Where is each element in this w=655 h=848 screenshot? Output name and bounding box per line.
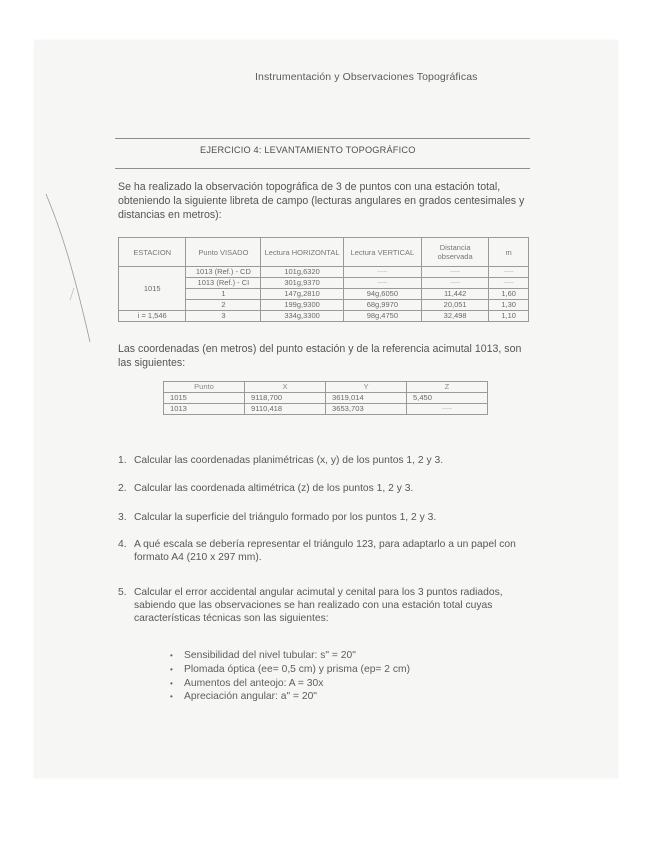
column-header: Lectura VERTICAL (343, 238, 421, 267)
question-text: Calcular las coordenada altimétrica (z) de los puntos 1, 2 y 3. (134, 483, 414, 494)
table-cell: 1,60 (489, 289, 529, 300)
table-cell: 11,442 (421, 289, 488, 300)
question-text: Calcular el error accidental angular acimutal y cenital para los 3 puntos radiados, sabiendo que las observaciones se han realizado con una estación total cuyas características técnicas son las siguientes: (134, 587, 503, 624)
column-header: m (489, 238, 529, 267)
table-cell: ----- (489, 278, 529, 289)
page-header: Instrumentación y Observaciones Topográficas (255, 71, 478, 83)
question-number: 2. (118, 483, 127, 494)
table-cell: 9110,418 (245, 404, 326, 415)
table-header-row (164, 382, 488, 393)
table-cell: 98g,4750 (343, 311, 421, 322)
instrument-height-cell: i = 1,546 (119, 311, 186, 322)
table-cell: 1,30 (489, 300, 529, 311)
coordinates-paragraph: Las coordenadas (en metros) del punto estación y de la referencia acimutal 1013, son las siguientes: (118, 343, 522, 369)
bullet-dot-icon: • (170, 665, 173, 674)
table-cell: ----- (407, 404, 488, 415)
intro-paragraph: Se ha realizado la observación topográfica de 3 de puntos con una estación total, obteniendo la siguiente libreta de campo (lecturas angulares en grados centesimales y distancias en metros): (118, 181, 525, 221)
table-cell: 199g,9300 (261, 300, 343, 311)
station-cell: 1015 (119, 267, 186, 311)
table-header-row (119, 238, 529, 267)
table-cell: ----- (343, 278, 421, 289)
question-number: 3. (118, 512, 127, 523)
table-cell: 2 (186, 300, 261, 311)
question-text: Calcular la superficie del triángulo formado por los puntos 1, 2 y 3. (134, 512, 437, 523)
table-cell: 3 (186, 311, 261, 322)
spec-text: Plomada óptica (ee= 0,5 cm) y prisma (ep= 2 cm) (184, 664, 411, 675)
table-cell: 334g,3300 (261, 311, 343, 322)
table-cell: 1013 (Ref.) - CI (186, 278, 261, 289)
column-header: Punto (164, 382, 245, 393)
column-header: Y (326, 382, 407, 393)
spec-text: Aumentos del anteojo: A = 30x (184, 678, 324, 689)
table-cell: ----- (343, 267, 421, 278)
table-cell: 20,051 (421, 300, 488, 311)
table-cell: ----- (421, 278, 488, 289)
table-cell: 32,498 (421, 311, 488, 322)
bullet-dot-icon: • (170, 651, 173, 660)
column-header: Punto VISADO (186, 238, 261, 267)
spec-text: Apreciación angular: a" = 20" (184, 691, 317, 702)
table-cell: 1013 (Ref.) - CD (186, 267, 261, 278)
table-cell: ----- (421, 267, 488, 278)
title-bottom-rule (115, 168, 530, 169)
exercise-title: EJERCICIO 4: LEVANTAMIENTO TOPOGRÁFICO (200, 145, 416, 155)
table-cell: 1 (186, 289, 261, 300)
bullet-dot-icon: • (170, 692, 173, 701)
pen-scratch-mark (44, 192, 104, 347)
column-header: ESTACION (119, 238, 186, 267)
title-top-rule (115, 138, 530, 139)
column-header: Lectura HORIZONTAL (261, 238, 343, 267)
spec-text: Sensibilidad del nivel tubular: s" = 20" (184, 650, 356, 661)
table-row (119, 311, 529, 322)
table-row (119, 267, 529, 278)
question-number: 5. (118, 587, 127, 598)
table-cell: 94g,6050 (343, 289, 421, 300)
table-cell: 1013 (164, 404, 245, 415)
coordinates-table (163, 381, 488, 415)
table-cell: 147g,2810 (261, 289, 343, 300)
table-row (164, 393, 488, 404)
table-cell: 3653,703 (326, 404, 407, 415)
table-cell: 301g,9370 (261, 278, 343, 289)
question-number: 1. (118, 455, 127, 466)
table-cell: 1,10 (489, 311, 529, 322)
table-cell: 9118,700 (245, 393, 326, 404)
question-text: A qué escala se debería representar el triángulo 123, para adaptarlo a un papel con formato A4 (210 x 297 mm). (134, 539, 516, 563)
table-cell: 1015 (164, 393, 245, 404)
table-row (164, 404, 488, 415)
table-cell: ----- (489, 267, 529, 278)
table-cell: 5,450 (407, 393, 488, 404)
field-book-table (118, 237, 529, 322)
table-cell: 68g,9970 (343, 300, 421, 311)
table-cell: 101g,6320 (261, 267, 343, 278)
column-header: X (245, 382, 326, 393)
question-number: 4. (118, 539, 127, 550)
column-header: Z (407, 382, 488, 393)
table-cell: 3619,014 (326, 393, 407, 404)
column-header: Distancia observada (421, 238, 488, 267)
bullet-dot-icon: • (170, 679, 173, 688)
question-text: Calcular las coordenadas planimétricas (x, y) de los puntos 1, 2 y 3. (134, 455, 444, 466)
